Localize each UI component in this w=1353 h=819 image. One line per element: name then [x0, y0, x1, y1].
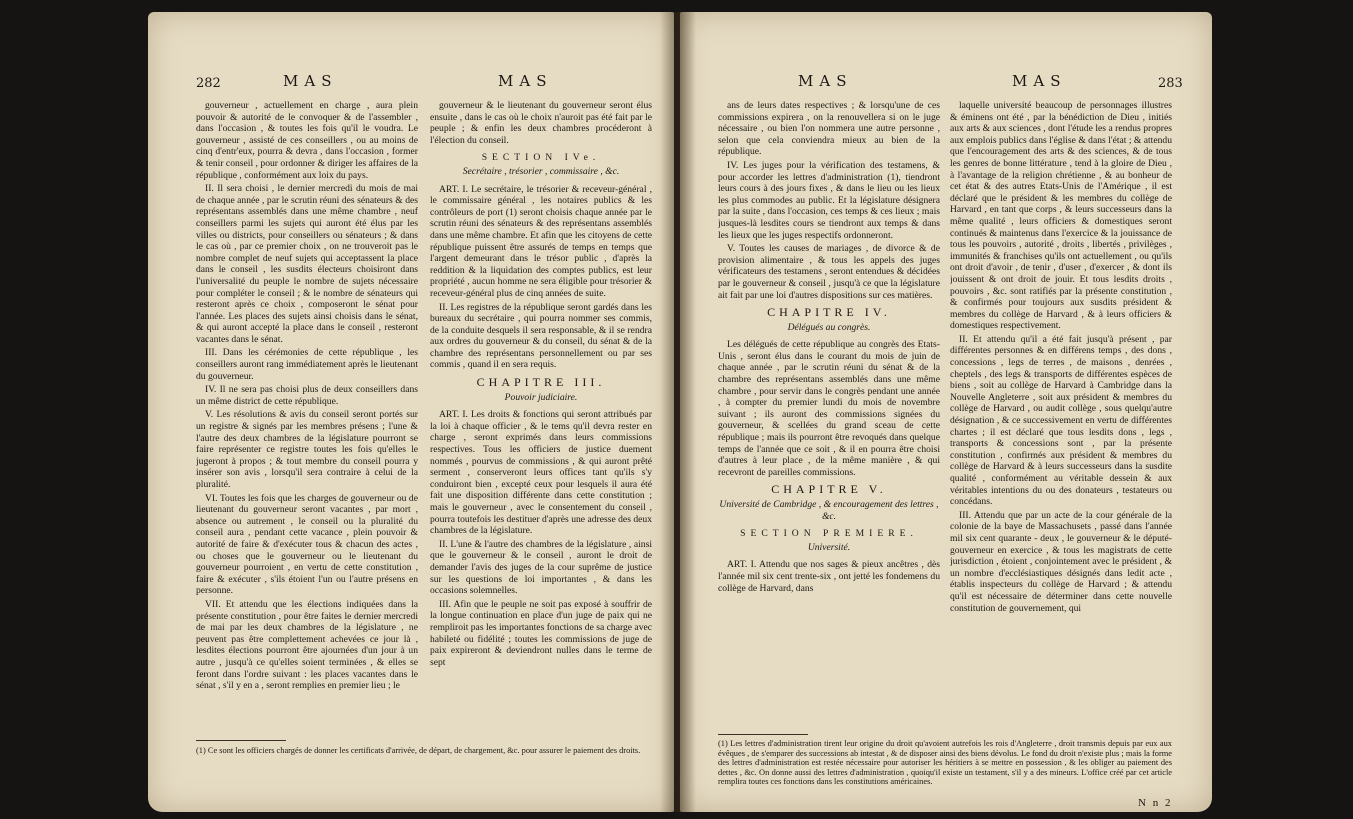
paragraph: VII. Et attendu que les élections indiquées dans la présente constitution , pour être faites le dernier mercredi de mai par les deux chambres de la législature , ne peuvent pas être complettement achevées ce jour là , lesdites élections pourront être ajournées d'un jour à un autre , jusqu'à ce qu'elles soient terminées , & elles se feront dans l'ordre suivant : les places vacantes dans le sénat , s'il y en a , seront remplies en premier lieu ; le [196, 598, 418, 692]
paragraph: VI. Toutes les fois que les charges de gouverneur ou de lieutenant du gouverneur seront vacantes , par mort , absence ou autrement , le conseil ou la pluralité du conseil aura , pendant cette vacance , plein pouvoir & autorité de faire & d'exécuter tous & chacun des actes , ou choses que le gouverneur ou le lieutenant du gouverneur pourroient , en vertu de cette constitution , faire & exécuter , s'ils étoient l'un ou l'autre présens en personne. [196, 492, 418, 597]
paragraph: laquelle université beaucoup de personnages illustres & éminens ont été , par la bénédiction de Dieu , initiés aux arts & aux sciences , dont l'étude les a rendus propres aux emplois publics dans l'église & dans l'état ; & attendu que l'encouragement des arts & des sciences, & de tous les genres de bonne littérature , tend à la gloire de Dieu , à l'avantage de la religion chrétienne , & au bonheur de cet état & des autres Etats-Unis de l'Amérique , il est déclaré que le président & les membres du collège de Harvard , en tant que corps , & leurs successeurs dans la même qualité , leurs officiers & domestiques seront continués & maintenus dans l'exercice & la jouissance de tous les pouvoirs , autorité , droits , libertés , privilèges , immunités & franchises qu'ils ont actuellement , ou qu'ils ont droit d'avoir , de tenir , d'user , d'exercer , & dont ils jouissent & ont droit de jouir. Et tous lesdits droits , pouvoirs , &c. sont ratifiés par la présente constitution , & confirmés pour toujours aux susdits président & membres du collège de Harvard , & à leurs officiers & domestiques respectivement. [950, 100, 1172, 332]
section-subtitle: Secrétaire , trésorier , commissaire , &c. [462, 165, 620, 177]
left-page-column-1 [196, 100, 418, 730]
footnote-rule [718, 734, 808, 735]
paragraph: V. Toutes les causes de mariages , de divorce & de provision alimentaire , & tous les appels des juges vérificateurs des testamens , seront entendues & décidées par le gouverneur & conseil , jusqu'à ce que la législature ait fait par une loi d'autres dispositions sur ces matières. [718, 243, 940, 301]
section-title: SECTION IVe. [481, 152, 601, 164]
page-number-right: 283 [1158, 76, 1183, 91]
paragraph: Les délégués de cette république au congrès des Etats-Unis , seront élus dans le courant du mois de juin de chaque année , par le scrutin réuni du sénat & de la chambre des représentans assemblés dans une même chambre , pour servir dans le congrès pendant une année , à compter du premier lundi du mois de novembre suivant ; ils auront des commissions signées du gouverneur, & scellées du grand sceau de cette république ; mais ils pourront être revoqués dans quelque temps de l'année que ce soit , & il en pourra être choisi d'autres à leur place , de la même manière , & qui recevront de pareilles commissions. [718, 339, 940, 478]
paragraph: gouverneur , actuellement en charge , aura plein pouvoir & autorité de le convoquer & de l'assembler , dans l'occasion , & toutes les fois qu'il le voudra. Le gouverneur , assisté de ces conseillers , ou au moins de cinq d'entr'eux, pourra & devra , dans l'occasion , former & tenir conseil , pour ordonner & diriger les affaires de la république , conformément aux loix du pays. [196, 100, 418, 181]
footnote-right: (1) Les lettres d'administration tirent leur origine du droit qu'avoient autrefois les rois d'Angleterre , droit transmis depuis par eux aux évêques , de s'emparer des successions ab intestat , & de disposer ainsi des biens dévolus. Le fond du droit n'existe plus ; mais la forme des lettres d'administration est restée nécessaire pour autoriser les héritiers à se mettre en possession , & les obliger au paiement des dettes , &c. On donne aussi des lettres d'administration , quoiqu'il existe un testament, s'il y a des mineurs. L'office créé par cet article remplira toutes ces fonctions dans les constitutions américaines. [718, 739, 1172, 787]
chapter-subtitle: Délégués au congrès. [787, 321, 871, 333]
right-page-column-2 [950, 100, 1172, 730]
paragraph: II. L'une & l'autre des chambres de la législature , ainsi que le gouverneur & le conseil , auront le droit de demander l'avis des juges de la cour suprême de justice sur les questions de loi importantes , & dans les occasions solemnelles. [430, 538, 652, 597]
paragraph: II. Les registres de la république seront gardés dans les bureaux du secrétaire , qui pourra nommer ses commis, de la conduite desquels il sera responsable, & il se rendra aux ordres du gouverneur & du conseil, du sénat & de la chambre des représentans personnellement ou par ses commis , quand il en sera requis. [430, 301, 652, 371]
running-head-left-b: MAS [498, 72, 553, 90]
running-head-right-a: MAS [798, 72, 853, 90]
left-page-column-2 [430, 100, 652, 730]
right-page-column-1 [718, 100, 940, 730]
chapter-title: CHAPITRE III. [476, 375, 606, 390]
book-gutter [660, 12, 696, 812]
chapter-title: CHAPITRE V. [771, 482, 887, 497]
chapter-title: CHAPITRE IV. [767, 305, 891, 320]
section-title: SECTION PREMIERE. [740, 528, 918, 540]
footnote-rule [196, 740, 286, 741]
left-page [148, 12, 674, 812]
signature-mark: N n 2 [1138, 797, 1173, 809]
section-subtitle: Université. [807, 541, 851, 553]
running-head-left-a: MAS [283, 72, 338, 90]
paragraph: IV. Il ne sera pas choisi plus de deux conseillers dans un même district de cette république. [196, 384, 418, 407]
chapter-subtitle: Pouvoir judiciaire. [504, 391, 578, 403]
paragraph: gouverneur & le lieutenant du gouverneur seront élus ensuite , dans le cas où le choix n'auroit pas été fait par le peuple ; & enfin les deux chambres procéderont à l'élection du conseil. [430, 100, 652, 146]
paragraph: ART. I. Attendu que nos sages & pieux ancêtres , dès l'année mil six cent trente-six , ont jetté les fondemens du collège de Harvard, dans [718, 559, 940, 594]
chapter-subtitle: Université de Cambridge , & encouragement des lettres , &c. [719, 499, 939, 522]
running-head-right-b: MAS [1012, 72, 1067, 90]
right-page [680, 12, 1212, 812]
paragraph: III. Attendu que par un acte de la cour générale de la colonie de la baye de Massachusets , passé dans l'année mil six cent quarante - deux , le gouverneur & le député-gouverneur en exercice , & tous les magistrats de cette jurisdiction , étoient , conjointement avec le président , & un nombre d'ecclésiastiques désignés dans ledit acte , établis inspecteurs du collège de Harvard ; & attendu qu'il est nécessaire de déterminer dans cette nouvelle constitution de gouvernement, qui [950, 509, 1172, 614]
footnote-left: (1) Ce sont les officiers chargés de donner les certificats d'arrivée, de départ, de chargement, &c. pour assurer le paiement des droits. [196, 746, 641, 755]
paragraph: III. Afin que le peuple ne soit pas exposé à souffrir de la longue continuation en place d'un juge de paix qui ne rempliroit pas les importantes fonctions de sa charge avec habileté ou fidélité ; toutes les commissions de juge de paix expireront & deviendront nulles dans le terme de sept [430, 598, 652, 668]
paragraph: II. Et attendu qu'il a été fait jusqu'à présent , par différentes personnes & en différens temps , des dons , concessions , legs de terres , de maisons , denrées , cheptels , des legs & transports de différentes espèces de biens , soit au collège de Harvard à Cambridge dans la Nouvelle Angleterre , soit aux président & membres du collège de Harvard , ou audit collège , sous quelqu'autre désignation , & ce successivement en vertu de différentes chartes ; il est déclaré que tous lesdits dons , legs , transports & concessions sont , par la présente constitution , confirmés aux président & membres du collège de Harvard & à leurs successeurs dans la susdite qualité , conformément au véritable dessein & aux véritables intentions du ou des donateurs , testateurs ou concédans. [950, 333, 1172, 508]
paragraph: III. Dans les cérémonies de cette république , les conseillers auront rang immédiatement après le lieutenant du gouverneur. [196, 347, 418, 382]
paragraph: IV. Les juges pour la vérification des testamens, & pour accorder les lettres d'administration (1), tiendront leurs cours à des jours fixes , & dans le lieu ou les lieux les plus commodes au public. Et la législature désignera par la suite , dans l'occasion, ces temps & ces lieux ; mais jusques-là lesdites cours se tiendront aux temps & dans les lieux que les juges respectifs ordonneront. [718, 159, 940, 241]
paragraph: ART. I. Les droits & fonctions qui seront attribués par la loi à chaque officier , & le tems qu'il devra rester en charge , seront exprimés dans leurs commissions respectives. Tous les officiers de justice duement nommés , pourvus de commissions , & qui auront prêté serment , conserveront leurs offices tant qu'ils s'y conduiront bien , excepté ceux pour lesquels il aura été fait une disposition différente dans cette constitution ; mais le gouverneur , avec le consentement du conseil , pourra toutefois les destituer d'après une adresse des deux chambres de la législature. [430, 409, 652, 537]
paragraph: ans de leurs dates respectives ; & lorsqu'une de ces commissions expirera , on la renouvellera si on le juge nécessaire , ou bien l'on nommera une autre personne , selon que cela conviendra mieux au bien de la république. [718, 100, 940, 158]
paragraph: V. Les résolutions & avis du conseil seront portés sur un registre & signés par les membres présens ; l'une & l'autre des deux chambres de la législature pourront se faire représenter ce registre toutes les fois qu'elles le jugeront à propos ; & tout membre du conseil pourra y insérer son avis , lorsqu'il sera contraire à celui de la pluralité. [196, 409, 418, 490]
paragraph: ART. I. Le secrétaire, le trésorier & receveur-général , le commissaire général , les notaires publics & les contrôleurs de port (1) seront choisis chaque année par le scrutin réuni des sénateurs & des représentans assemblés dans une même chambre. Et afin que les citoyens de cette république puissent être assurés de temps en temps que l'argent demeurant dans le trésor public , d'après la reddition & la liquidation des comptes publics, est leur propriété , aucun homme ne sera éligible pour trésorier & receveur-général plus de cinq années de suite. [430, 183, 652, 299]
page-number-left: 282 [196, 76, 221, 91]
paragraph: II. Il sera choisi , le dernier mercredi du mois de mai de chaque année , par le scrutin réuni des sénateurs & des représentans assemblés dans une même chambre , neuf conseillers parmi les sujets qui auront été élus par les villes ou districts, pour conseillers ou sénateurs ; & dans le cas où , par ce premier choix , on ne trouveroit pas le nombre complet de neuf sujets qui acceptassent la place dans le conseil , les susdits électeurs choisiront dans l'universalité du peuple le nombre de sujets nécessaire pour compléter le conseil ; & le nombre de sénateurs qui resteront après ce choix , composeront le sénat pour l'année. Les places des sujets ainsi choisis dans le sénat, & qui auront accepté la place dans le conseil , resteront vacantes dans le sénat. [196, 183, 418, 345]
